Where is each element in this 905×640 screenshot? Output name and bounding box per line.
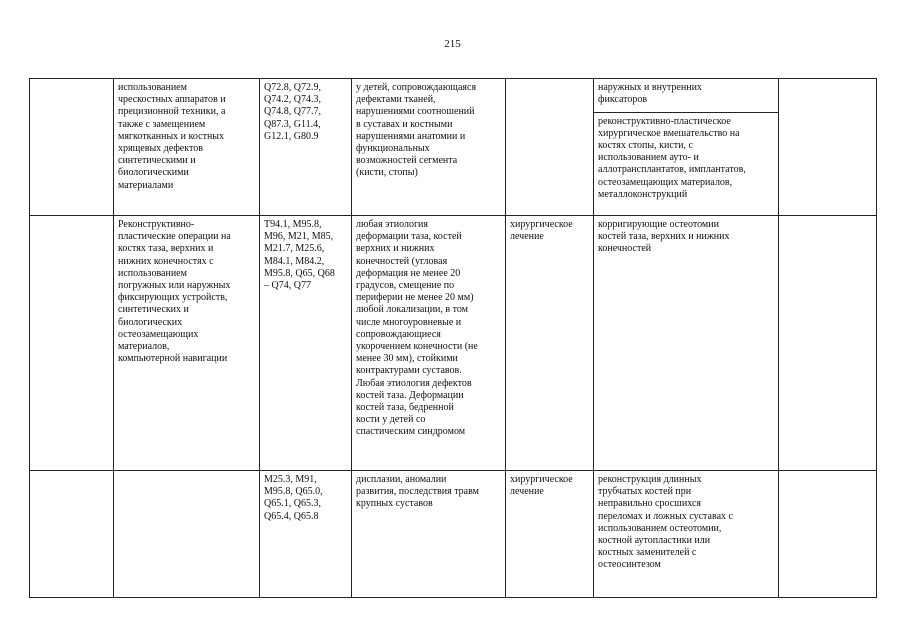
cell-codes: M25.3, M91, M95.8, Q65.0, Q65.1, Q65.3, Q65.4, Q65.8 bbox=[260, 471, 352, 598]
treatment-method-part-2: реконструктивно-пластическое хирургическое вмешательство на костях стопы, кисти, с использованием ауто- и аллотрансплантатов, имплантатов, остеозамещающих материалов, металлоконструкций bbox=[594, 112, 778, 204]
cell-method bbox=[114, 471, 260, 598]
cell-codes: T94.1, M95.8, M96, M21, M85, M21.7, M25.6, M84.1, M84.2, M95.8, Q65, Q68 – Q74, Q77 bbox=[260, 216, 352, 471]
cell-norm bbox=[779, 471, 877, 598]
cell-model-patient: у детей, сопровождающаяся дефектами тканей, нарушениями соотношений в суставах и костными нарушениями анатомии и функциональных возможностей сегмента (кисти, стопы) bbox=[352, 79, 506, 216]
cell-model-patient: дисплазии, аномалии развития, последствия травм крупных суставов bbox=[352, 471, 506, 598]
page-number: 215 bbox=[444, 38, 461, 50]
cell-norm bbox=[779, 79, 877, 216]
table-row bbox=[30, 216, 877, 471]
cell-treatment-type: хирургическое лечение bbox=[506, 471, 594, 598]
cell-method: Реконструктивно- пластические операции на костях таза, верхних и нижних конечностях с использованием погружных или наружных фиксирующих устройств, синтетических и биологических остеозамещающих материалов, компьютерной навигации bbox=[114, 216, 260, 471]
table-row bbox=[30, 79, 877, 216]
treatment-method-subtable bbox=[594, 79, 778, 204]
cell-treatment-type bbox=[506, 79, 594, 216]
cell-treatment-method: реконструкция длинных трубчатых костей при неправильно сросшихся переломах и ложных суставах с использованием остеотомии, костной аутопластики или костных заменителей с остеосинтезом bbox=[594, 471, 779, 598]
cell-codes: Q72.8, Q72.9, Q74.2, Q74.3, Q74.8, Q77.7, Q87.3, G11.4, G12.1, G80.9 bbox=[260, 79, 352, 216]
medical-procedures-table bbox=[29, 78, 877, 598]
treatment-method-part-1: наружных и внутренних фиксаторов bbox=[598, 82, 702, 106]
cell-method: использованием чрескостных аппаратов и прецизионной техники, а также с замещением мягкотканных и костных хрящевых дефектов синтетическими и биологическими материалами bbox=[114, 79, 260, 216]
cell-norm bbox=[779, 216, 877, 471]
cell-treatment-method: корригирующие остеотомии костей таза, верхних и нижних конечностей bbox=[594, 216, 779, 471]
cell-number bbox=[30, 79, 114, 216]
cell-treatment-method bbox=[594, 79, 779, 216]
cell-treatment-type: хирургическое лечение bbox=[506, 216, 594, 471]
cell-number bbox=[30, 471, 114, 598]
cell-number bbox=[30, 216, 114, 471]
table-row bbox=[30, 471, 877, 598]
cell-model-patient: любая этиология деформации таза, костей верхних и нижних конечностей (угловая деформация не менее 20 градусов, смещение по периферии не менее 20 мм) любой локализации, в том числе многоуровневые и сопровождающиеся укорочением конечности (не менее 30 мм), стойкими контрактурами суставов. Любая этиология дефектов костей таза. Деформации костей таза, бедренной кости у детей со спастическим синдромом bbox=[352, 216, 506, 471]
